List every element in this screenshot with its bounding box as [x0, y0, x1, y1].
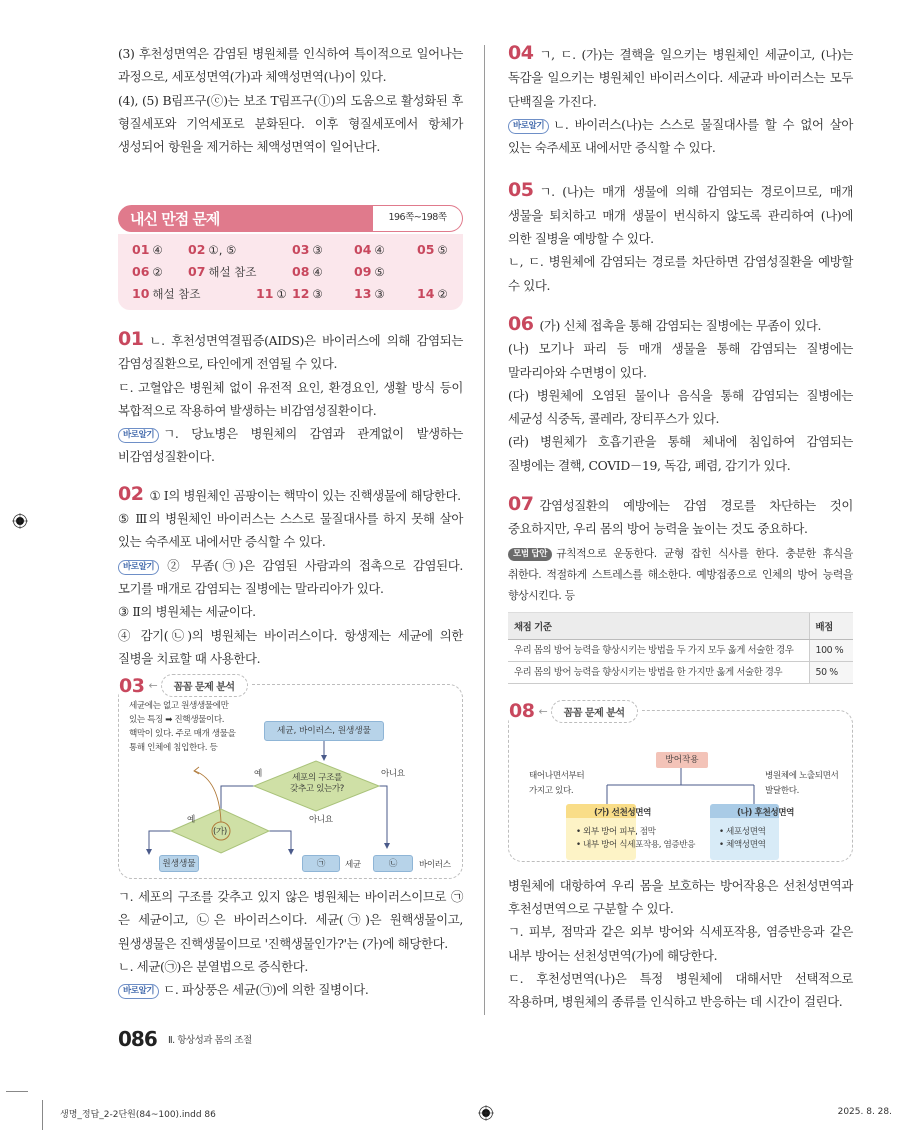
section-title: Ⅱ. 항상성과 몸의 조절: [168, 1035, 252, 1046]
answer-item: 14 ②: [417, 286, 448, 301]
explanation-text: 감염성질환의 예방에는 감염 경로를 차단하는 것이 중요하지만, 우리 몸의 방어 능력을 높이는 것도 중요하다.: [508, 498, 853, 537]
question-number: 07: [508, 493, 534, 516]
header-criteria: 채점 기준: [508, 612, 809, 639]
question-number: 02: [118, 482, 144, 505]
question-05: [508, 179, 853, 296]
header-points: 배점: [809, 612, 853, 639]
crop-mark: [42, 1100, 43, 1130]
analysis-chip: 꼼꼼 문제 분석: [551, 700, 638, 723]
question-02: [118, 483, 463, 670]
answer-item: 02 ①, ⑤: [188, 242, 237, 257]
answer-item: 13 ③: [354, 286, 385, 301]
analysis-chip: 꼼꼼 문제 분석: [161, 674, 248, 697]
analysis-box: [118, 674, 463, 879]
note-text: 세균에는 없고 원생생물에만 있는 특징 ➡ 진핵생물이다. 핵막이 있다. 주로 매개 생물을 통해 인체에 침입한다. 등: [129, 701, 236, 754]
explanation-text: (가) 신체 접촉을 통해 감염되는 질병에는 무좀이 있다.: [539, 317, 822, 333]
decision-structure: 세포의 구조를 갖추고 있는가?: [290, 773, 344, 795]
yes-label: 예: [187, 815, 195, 826]
answer-item: 05 ⑤: [417, 242, 448, 257]
explanation-text: 병원체에 대항하여 우리 몸을 보호하는 방어작용은 선천성면역과 후천성면역으로 구분할 수 있다.: [508, 877, 853, 916]
answer-item: 04 ④: [354, 242, 385, 257]
question-08: [508, 700, 853, 1014]
correction-tag: 바로알기: [118, 984, 159, 999]
table-row: [508, 639, 853, 661]
explanation-text: ㄴ, ㄷ. 병원체에 감염되는 경로를 차단하면 감염성질환을 예방할 수 있다.: [508, 254, 853, 293]
left-column-intro: [118, 42, 463, 158]
left-column-questions: [118, 328, 463, 1002]
flow-leaf-virus-label: 바이러스: [419, 860, 451, 871]
correction-tag: 바로알기: [508, 119, 549, 134]
explanation-text: ㄱ. (나)는 매개 생물에 의해 감염되는 경로이므로, 매개 생물을 퇴치하고 매개 생물이 번식하지 않도록 관리하여 (나)에 의한 질병을 예방할 수 있다.: [508, 184, 853, 247]
explanation-text: (다) 병원체에 오염된 물이나 음식을 통해 감염되는 질병에는 세균성 식중독, 콜레라, 장티푸스가 있다.: [508, 387, 853, 427]
question-06: [508, 313, 853, 477]
flow-leaf-bacteria: ㉠: [302, 855, 340, 872]
question-number: 05: [508, 179, 534, 202]
model-answer-tag: 모범 답안: [508, 548, 552, 561]
answer-item: 10 해설 참조: [132, 286, 201, 301]
answer-item: 07 해설 참조: [188, 264, 257, 279]
question-04: [508, 42, 853, 159]
question-07: [508, 493, 853, 684]
adaptive-head: (나) 후천성면역: [737, 807, 795, 818]
criteria-cell: 우리 몸의 방어 능력을 향상시키는 방법을 두 가지 모두 옳게 서술한 경우: [508, 639, 809, 661]
question-number: 06: [508, 312, 534, 335]
innate-note: 태어나면서부터 가지고 있다.: [529, 770, 585, 796]
analysis-box: [508, 700, 853, 862]
yes-label: 예: [254, 769, 262, 780]
question-number: 01: [118, 328, 144, 350]
explanation-text: ㄱ, ㄷ. (가)는 결핵을 일으키는 병원체인 세균이고, (나)는 독감을 일으키는 병원체인 바이러스이다. 세균과 바이러스는 모두 단백질을 가진다.: [508, 47, 853, 109]
answer-item: 01 ④: [132, 242, 163, 257]
answer-item: 06 ②: [132, 264, 163, 279]
answer-key-title: 내신 만점 문제: [130, 210, 220, 228]
adaptive-items: • 세포성면역 • 체액성면역: [719, 826, 766, 850]
registration-mark-icon: [478, 1105, 494, 1121]
answer-key-header: [118, 205, 463, 232]
file-slug: 생명_정답_2-2단원(84~100).indd 86: [60, 1110, 216, 1120]
intro-paragraph-3: (3) 후천성면역은 감염된 병원체를 인식하여 특이적으로 일어나는 과정으로, 세포성면역(가)과 체액성면역(나)이 있다.: [118, 46, 463, 85]
answer-key-grid: [118, 234, 463, 310]
arrow-left-icon: ←: [538, 704, 548, 718]
question-number: 08: [509, 700, 535, 723]
question-03: [118, 674, 463, 1001]
innate-head: (가) 선천성면역: [594, 807, 652, 818]
innate-items: • 외부 방어 피부, 점막 • 내부 방어 식세포작용, 염증반응: [576, 826, 696, 850]
answer-item: 12 ③: [292, 286, 323, 301]
answer-row: [132, 240, 453, 262]
no-label: 아니요: [309, 815, 333, 826]
answer-item: 11 ①: [256, 286, 287, 301]
scoring-table: [508, 612, 853, 684]
answer-row: [132, 284, 453, 306]
answer-row: [132, 262, 453, 284]
explanation-text: ㄱ. 당뇨병은 병원체의 감염과 관계없이 발생하는 비감염성질환이다.: [118, 426, 463, 465]
flow-top-box: 세균, 바이러스, 원생생물: [264, 721, 384, 741]
page-number: 086: [118, 1027, 157, 1051]
answer-item: 03 ③: [292, 242, 323, 257]
explanation-text: ㄴ. 후천성면역결핍증(AIDS)은 바이러스에 의해 감염되는 감염성질환으로, 타인에게 전염될 수 있다.: [118, 333, 463, 372]
points-cell: 50 %: [809, 661, 853, 683]
points-cell: 100 %: [809, 639, 853, 661]
question-01: [118, 328, 463, 469]
question-number: 03: [119, 674, 145, 697]
explanation-text: ㄴ. 바이러스(나)는 스스로 물질대사를 할 수 없어 살아 있는 숙주세포 내에서만 증식할 수 있다.: [508, 116, 853, 156]
right-column: [508, 42, 853, 1013]
explanation-text: ㄱ. 세포의 구조를 갖추고 있지 않은 병원체는 바이러스이므로 ㉠은 세균이고, ㉡은 바이러스이다. 세균(㉠)은 원핵생물이고, 원생생물은 진핵생물이므로 '진핵생물인가?'는 (가)에 해당한다.: [118, 889, 463, 951]
explanation-text: ㄷ. 후천성면역(나)은 특정 병원체에 대해서만 선택적으로 작용하며, 병원체의 종류를 인식하고 반응하는 데 시간이 걸린다.: [508, 970, 853, 1010]
explanation-text: (라) 병원체가 호흡기관을 통해 체내에 침입하여 감염되는 질병에는 결핵, COVID－19, 독감, 폐렴, 감기가 있다.: [508, 434, 853, 473]
adaptive-note: 병원체에 노출되면서 발달한다.: [765, 770, 839, 796]
criteria-cell: 우리 몸의 방어 능력을 향상시키는 방법을 한 가지만 옳게 서술한 경우: [508, 661, 809, 683]
flow-leaf-protist: 원생생물: [159, 855, 199, 872]
explanation-text: ㄷ. 파상풍은 세균(㉠)에 의한 질병이다.: [163, 982, 369, 998]
explanation-text: ㄴ. 세균(㉠)은 분열법으로 증식한다.: [118, 959, 309, 975]
arrow-left-icon: ←: [148, 679, 158, 693]
answer-item: 09 ⑤: [354, 264, 385, 279]
flow-leaf-bacteria-label: 세균: [345, 860, 361, 871]
explanation-text: ③ Ⅱ의 병원체는 세균이다.: [118, 604, 256, 620]
correction-tag: 바로알기: [118, 560, 159, 575]
no-label: 아니요: [381, 769, 405, 780]
answer-key-box: [118, 205, 463, 310]
print-date: 2025. 8. 28.: [837, 1107, 892, 1117]
table-header-row: [508, 612, 853, 639]
question-number: 04: [508, 42, 534, 64]
table-row: [508, 661, 853, 683]
answer-item: 08 ④: [292, 264, 323, 279]
correction-tag: 바로알기: [118, 428, 159, 443]
explanation-text: ④ 감기(㉡)의 병원체는 바이러스이다. 항생제는 세균에 의한 질병을 치료할 때 사용한다.: [118, 627, 463, 666]
crop-mark: [6, 1091, 28, 1092]
explanation-text: ㄱ. 피부, 점막과 같은 외부 방어와 식세포작용, 염증반응과 같은 내부 방어는 선천성면역(가)에 해당한다.: [508, 924, 853, 963]
explanation-text: (나) 모기나 파리 등 매개 생물을 통해 감염되는 질병에는 말라리아와 수면병이 있다.: [508, 341, 853, 380]
explanation-text: ㄷ. 고혈압은 병원체 없이 유전적 요인, 환경요인, 생활 방식 등이 복합적으로 작용하여 발생하는 비감염성질환이다.: [118, 379, 463, 418]
column-divider: [484, 45, 485, 1015]
answer-key-pages: 196쪽~198쪽: [373, 205, 463, 232]
model-answer-text: 규칙적으로 운동한다. 균형 잡힌 식사를 한다. 충분한 휴식을 취한다. 적절하게 스트레스를 해소한다. 예방접종으로 인체의 방어 능력을 향상시킨다. 등: [508, 546, 853, 602]
root-box: 방어작용: [656, 752, 708, 768]
explanation-text: ② 무좀(㉠)은 감염된 사람과의 접촉으로 감염된다. 모기를 매개로 감염되는 질병에는 말라리아가 있다.: [118, 557, 463, 596]
decision-ga: (가): [213, 827, 227, 838]
explanation-text: ① Ⅰ의 병원체인 곰팡이는 핵막이 있는 진핵생물에 해당한다.: [149, 487, 461, 503]
intro-paragraph-4-5: (4), (5) B림프구(ⓒ)는 보조 T림프구(ⓛ)의 도움으로 활성화된 후 형질세포와 기억세포로 분화된다. 이후 형질세포에서 항체가 생성되어 항원을 제거하는 체액성면역이 일어난다.: [118, 92, 463, 155]
registration-mark-icon: [12, 513, 28, 529]
flow-leaf-virus: ㉡: [373, 855, 413, 872]
explanation-text: ⑤ Ⅲ의 병원체인 바이러스는 스스로 물질대사를 하지 못해 살아 있는 숙주세포 내에서만 증식할 수 있다.: [118, 511, 463, 550]
